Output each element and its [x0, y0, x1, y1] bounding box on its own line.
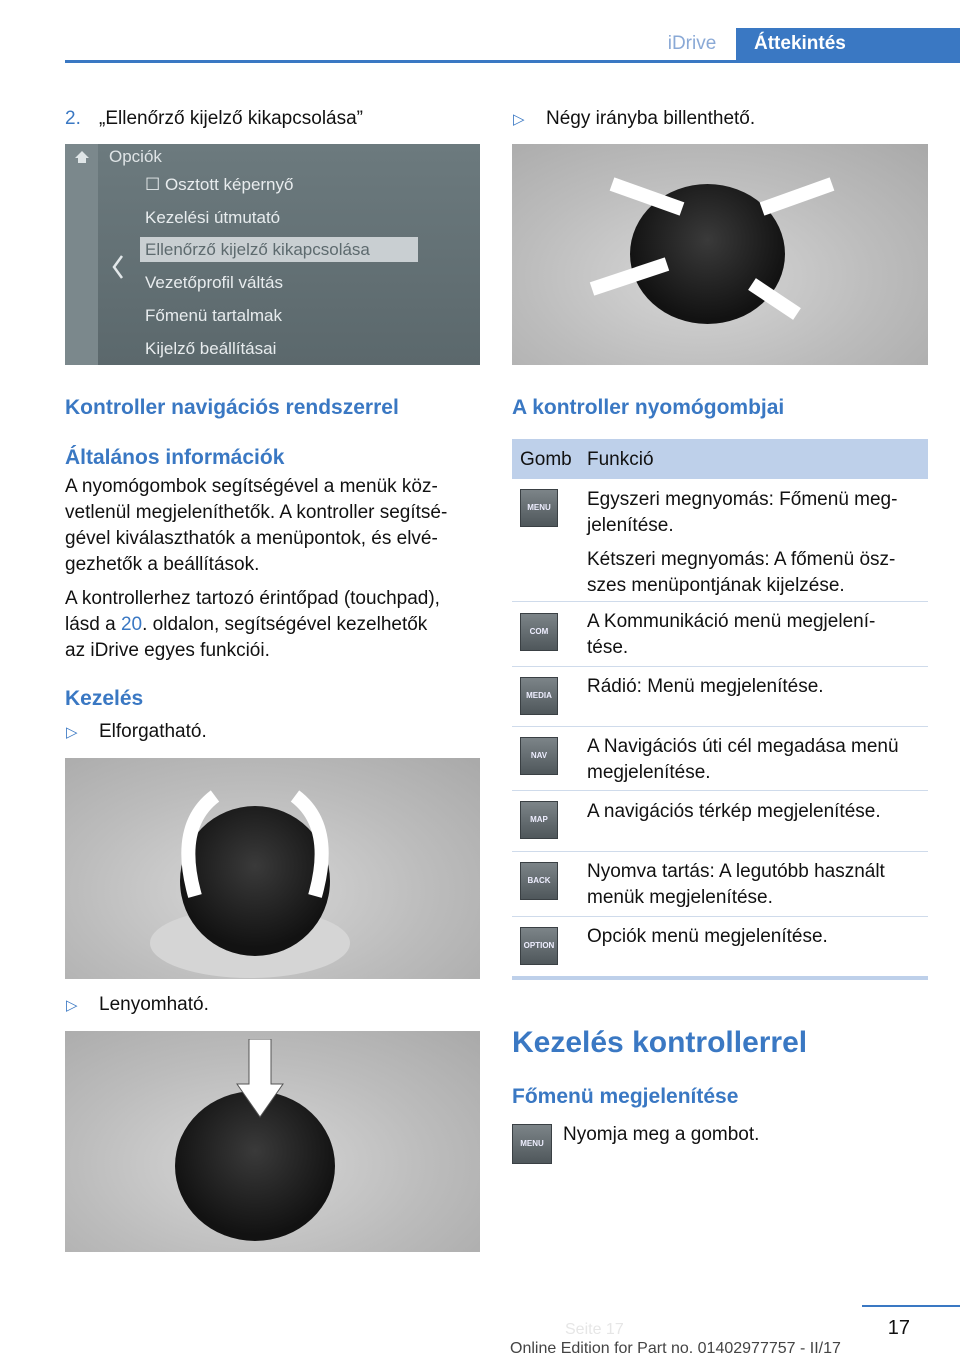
menu-item-selected: Ellenőrző kijelző kikapcsolása — [145, 240, 370, 259]
table-row: A Kommunikáció menü megjelení- tése. — [587, 611, 876, 658]
main-menu-title: Főmenü megjelenítése — [512, 1085, 739, 1108]
row-divider — [512, 790, 928, 791]
controller-tilt-photo — [512, 144, 928, 365]
footer-rule — [862, 1305, 960, 1307]
options-menu-screenshot — [65, 144, 480, 365]
table-row: Egyszeri megnyomás: Főmenü meg- jelenítése. Kétszeri megnyomás: A főmenü ösz- szes menüpontjának kijelzése. — [587, 489, 898, 596]
subsection-title: Általános információk — [65, 446, 285, 469]
menu-item: Főmenü tartalmak — [145, 306, 282, 325]
bullet-press: Lenyomható. — [99, 994, 209, 1015]
tilt-arrows-icon — [572, 164, 872, 334]
footer-edition: Online Edition for Part no. 01402977757 - II/17 — [510, 1340, 841, 1357]
controller-rotate-photo — [65, 758, 480, 979]
row-divider — [512, 916, 928, 917]
menu-item: ☐ Osztott képernyő — [145, 175, 294, 194]
bullet-icon: ▷ — [66, 997, 78, 1014]
watermark: Seite 17 — [565, 1321, 624, 1338]
media-button-icon: MEDIA — [520, 677, 558, 715]
table-row: A navigációs térkép megjelenítése. — [587, 801, 881, 822]
list-item-text: „Ellenőrző kijelző kikapcsolása” — [99, 108, 363, 129]
home-icon — [74, 150, 90, 164]
options-title: Opciók — [109, 147, 162, 166]
row-divider — [512, 851, 928, 852]
menu-rail — [65, 144, 98, 365]
table-title: A kontroller nyomógombjai — [512, 396, 785, 419]
header-tab-idrive: iDrive — [667, 33, 717, 54]
row-divider — [512, 726, 928, 727]
bullet-icon: ▷ — [66, 724, 78, 741]
table-row: Opciók menü megjelenítése. — [587, 926, 828, 947]
table-header-button: Gomb — [520, 449, 572, 470]
bullet-icon: ▷ — [513, 111, 525, 128]
row-divider — [512, 601, 928, 602]
option-button-icon: OPTION — [520, 927, 558, 965]
rotate-arrows-icon — [175, 786, 335, 906]
menu-item: Kijelző beállításai — [145, 339, 277, 358]
nav-button-icon: NAV — [520, 737, 558, 775]
map-button-icon: MAP — [520, 801, 558, 839]
header-tab-overview: Áttekintés — [736, 28, 960, 60]
page-link[interactable]: 20 — [120, 614, 143, 635]
bullet-rotate: Elforgatható. — [99, 721, 207, 742]
menu-button-icon: MENU — [512, 1124, 552, 1164]
com-button-icon: COM — [520, 613, 558, 651]
list-number: 2. — [65, 108, 81, 129]
instruction-text: Nyomja meg a gombot. — [563, 1124, 760, 1145]
chapter-title: Kezelés kontrollerrel — [512, 1026, 808, 1059]
menu-item: Vezetőprofil váltás — [145, 273, 283, 292]
back-button-icon: BACK — [520, 862, 558, 900]
header-rule — [65, 60, 960, 63]
kezeles-title: Kezelés — [65, 687, 144, 710]
controller-press-photo — [65, 1031, 480, 1252]
bullet-tilt: Négy irányba billenthető. — [546, 108, 756, 129]
table-row: A Navigációs úti cél megadása menü megjelenítése. — [587, 736, 899, 783]
paragraph-general-info: A nyomógombok segítségével a menük köz- vetlenül megjeleníthetők. A kontroller segítsé- gével kiválaszthatók a menüpontok, és elvé- gezhetők a beállítások. — [65, 476, 448, 575]
table-row: Rádió: Menü megjelenítése. — [587, 676, 824, 697]
table-header-function: Funkció — [587, 449, 654, 470]
paragraph-touchpad: A kontrollerhez tartozó érintőpad (touchpad), lásd a 20. oldalon, segítségével kezelhetők az iDrive egyes funkciói. — [65, 588, 440, 661]
section-title: Kontroller navigációs rendszerrel — [65, 396, 399, 419]
press-arrow-icon — [235, 1039, 285, 1119]
table-row: Nyomva tartás: A legutóbb használt menük megjelenítése. — [587, 861, 885, 908]
page-number: 17 — [887, 1317, 910, 1339]
menu-button-icon: MENU — [520, 489, 558, 527]
row-divider — [512, 666, 928, 667]
table-header — [512, 439, 928, 479]
chevron-left-icon — [111, 254, 125, 280]
table-end-rule — [512, 976, 928, 980]
menu-item: Kezelési útmutató — [145, 208, 281, 227]
